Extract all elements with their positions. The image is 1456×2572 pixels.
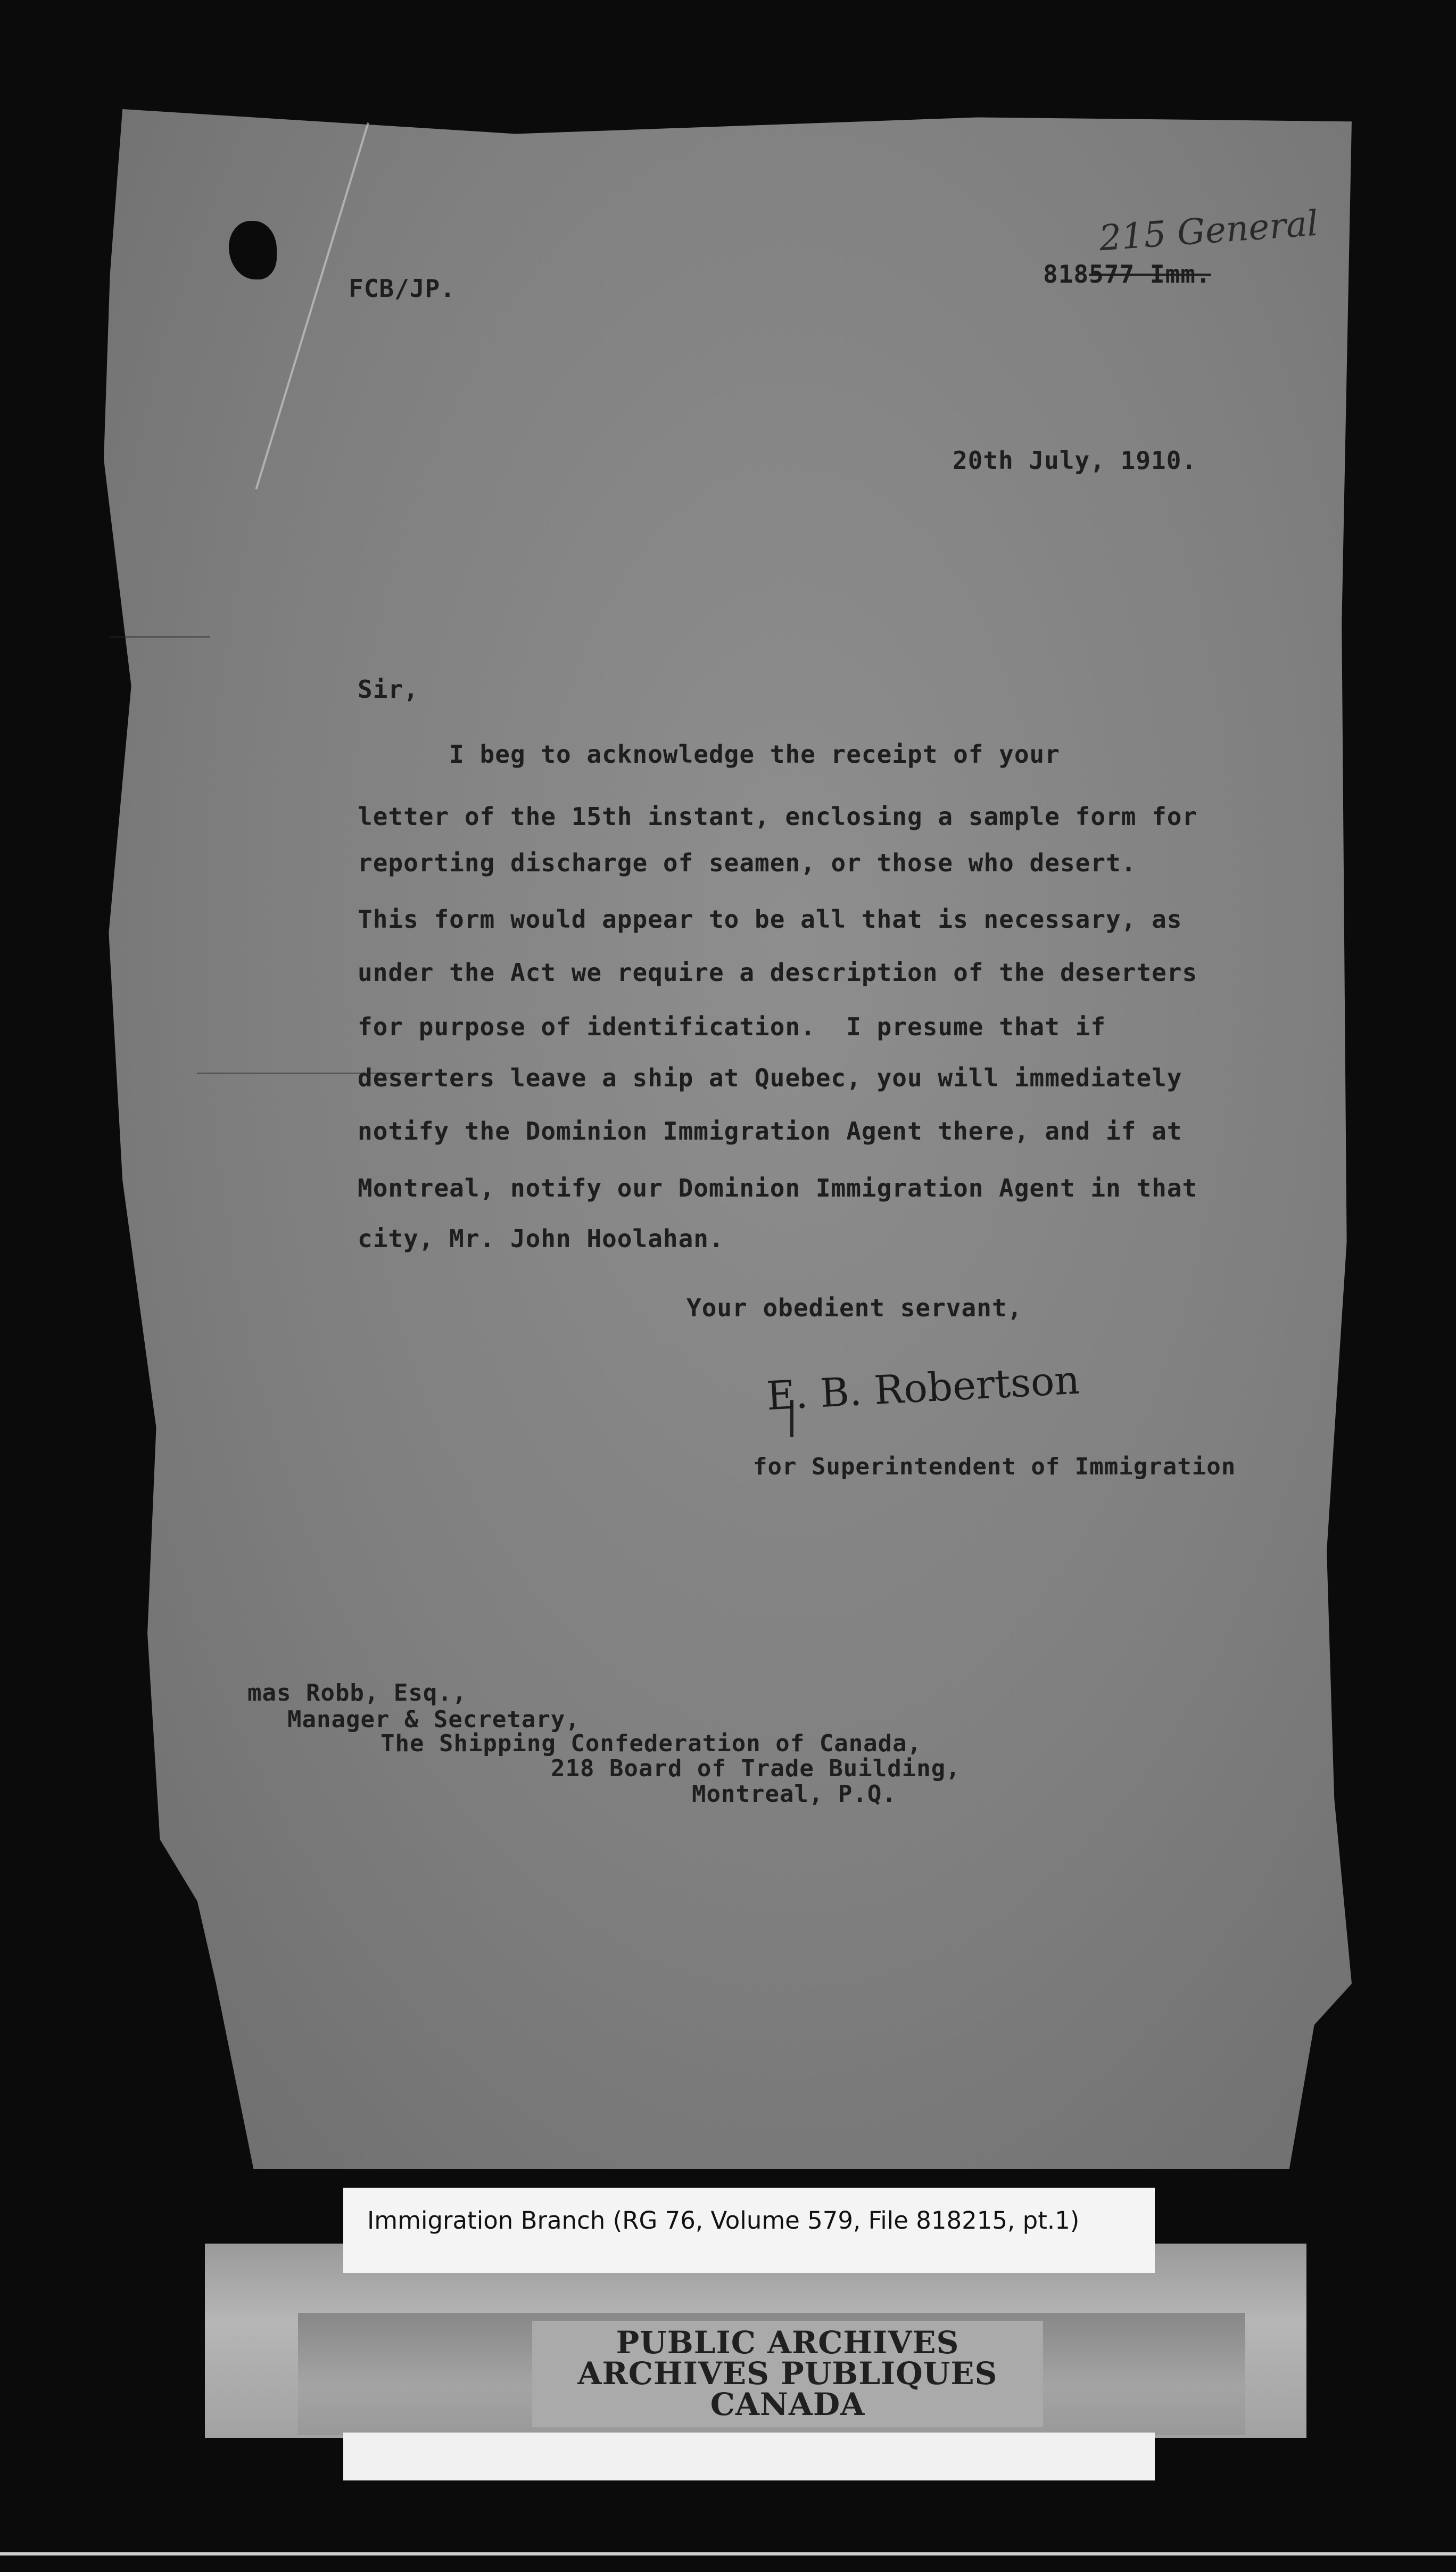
fold-crease-upper bbox=[109, 636, 210, 638]
reference-right-struck: 577 Imm. bbox=[1089, 260, 1211, 288]
handwritten-file-note: 215 General bbox=[1097, 202, 1320, 259]
body-line: letter of the 15th instant, enclosing a sample form for bbox=[358, 802, 1198, 831]
letter-date: 20th July, 1910. bbox=[953, 446, 1197, 475]
body-line: reporting discharge of seamen, or those who desert. bbox=[358, 848, 1137, 877]
address-line: Manager & Secretary, bbox=[287, 1706, 580, 1733]
body-line: for purpose of identification. I presume that if bbox=[358, 1012, 1106, 1041]
body-line: deserters leave a ship at Quebec, you will immediately bbox=[358, 1064, 1182, 1092]
body-line: city, Mr. John Hoolahan. bbox=[358, 1224, 724, 1253]
address-line: mas Robb, Esq., bbox=[247, 1679, 467, 1707]
body-line: I beg to acknowledge the receipt of your bbox=[358, 740, 1060, 769]
closing: Your obedient servant, bbox=[686, 1293, 1023, 1322]
address-line: The Shipping Confederation of Canada, bbox=[380, 1730, 922, 1757]
body-line: under the Act we require a description of the deserters bbox=[358, 958, 1198, 987]
stamp-line: PUBLIC ARCHIVES bbox=[616, 2324, 959, 2361]
signature-title: for Superintendent of Immigration bbox=[753, 1453, 1236, 1480]
stamp-line: CANADA bbox=[710, 2386, 865, 2422]
address-line: 218 Board of Trade Building, bbox=[551, 1755, 961, 1782]
reference-right-number: 818 bbox=[1043, 260, 1089, 288]
reference-left: FCB/JP. bbox=[349, 274, 456, 303]
archive-bottom-strip bbox=[343, 2433, 1155, 2480]
reference-right bbox=[1043, 260, 1211, 288]
salutation: Sir, bbox=[358, 675, 419, 704]
archive-citation: Immigration Branch (RG 76, Volume 579, File 818215, pt.1) bbox=[367, 2206, 1080, 2235]
body-line: Montreal, notify our Dominion Immigration Agent in that bbox=[358, 1174, 1198, 1202]
body-line: notify the Dominion Immigration Agent there, and if at bbox=[358, 1117, 1182, 1145]
frame-bottom-line bbox=[0, 2552, 1456, 2555]
stamp-line: ARCHIVES PUBLIQUES bbox=[577, 2355, 998, 2392]
signature: E. B. Robertson bbox=[765, 1357, 1081, 1420]
body-line: This form would appear to be all that is necessary, as bbox=[358, 905, 1182, 934]
address-line: Montreal, P.Q. bbox=[692, 1780, 897, 1808]
